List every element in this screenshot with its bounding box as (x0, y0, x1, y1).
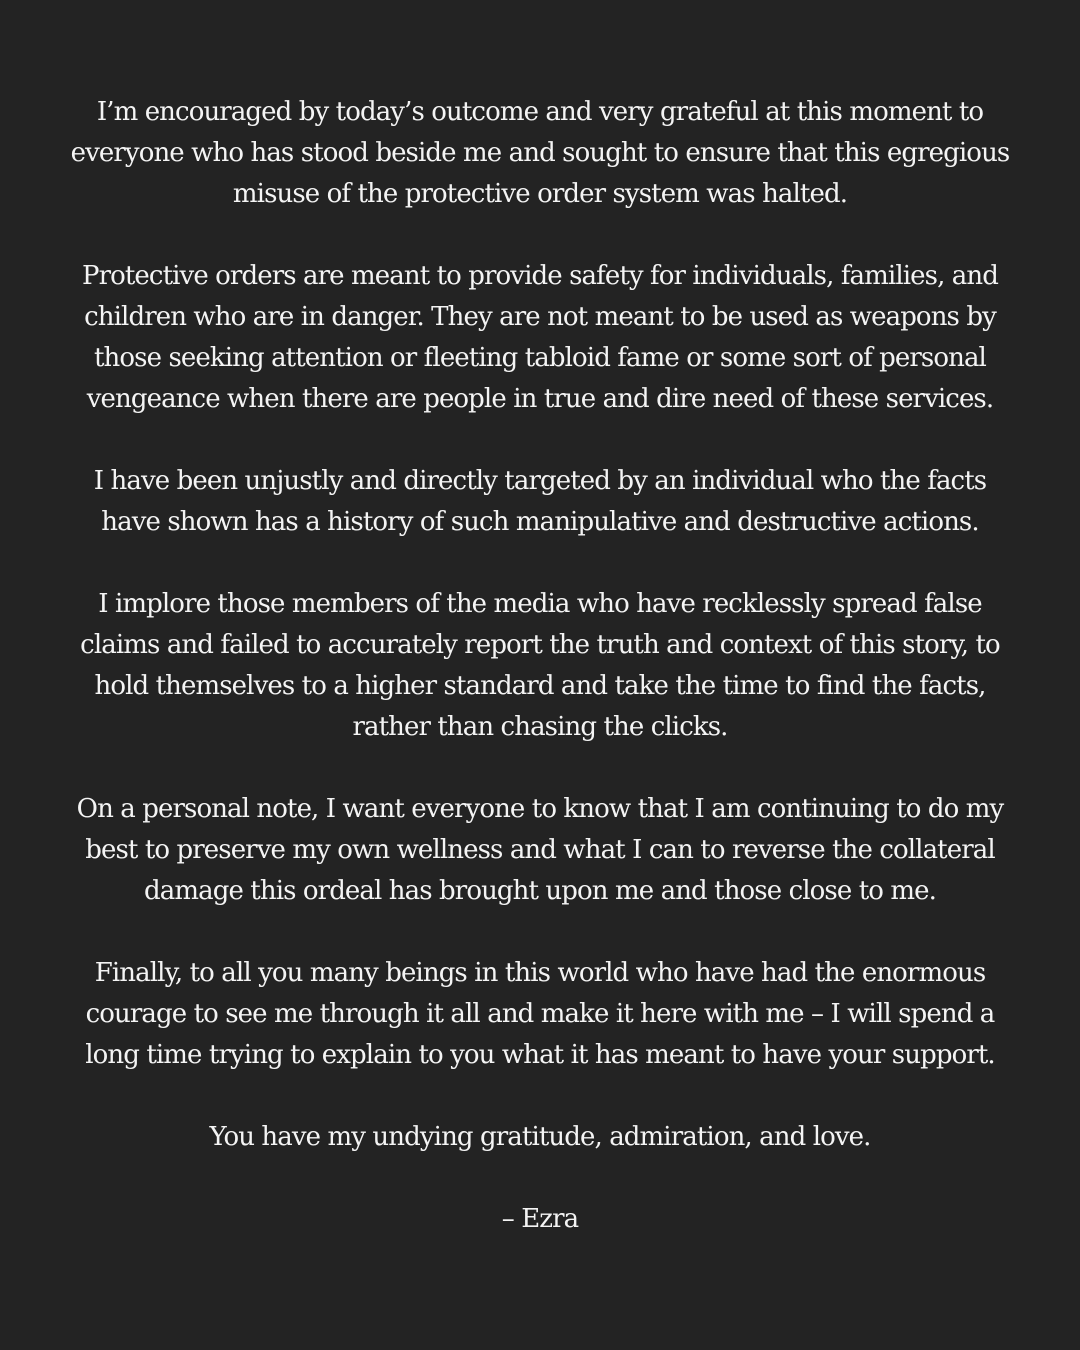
signature (20, 1199, 1060, 1240)
paragraph-protective-orders (20, 256, 1060, 420)
paragraph-line: I’m encouraged by today’s outcome and very grateful at this moment to (96, 97, 984, 127)
paragraph-line: long time trying to explain to you what it has meant to have your support. (85, 1040, 995, 1070)
paragraph-line: hold themselves to a higher standard and take the time to find the facts, (94, 671, 986, 701)
paragraph-line: everyone who has stood beside me and sought to ensure that this egregious (70, 138, 1010, 168)
paragraph-line: misuse of the protective order system was halted. (232, 179, 848, 209)
paragraph-media (20, 584, 1060, 748)
statement-text (20, 92, 1060, 1240)
paragraph-line: You have my undying gratitude, admiration, and love. (209, 1122, 871, 1152)
paragraph-line: Finally, to all you many beings in this world who have had the enormous (94, 958, 986, 988)
paragraph-line: vengeance when there are people in true and dire need of these services. (86, 384, 994, 414)
signature-text: – Ezra (501, 1204, 579, 1234)
paragraph-line: have shown has a history of such manipulative and destructive actions. (101, 507, 979, 537)
paragraph-line: I have been unjustly and directly targeted by an individual who the facts (93, 466, 987, 496)
paragraph-finally (20, 953, 1060, 1076)
paragraph-line: children who are in danger. They are not meant to be used as weapons by (84, 302, 996, 332)
paragraph-line: I implore those members of the media who have recklessly spread false (98, 589, 982, 619)
paragraph-personal-note (20, 789, 1060, 912)
paragraph-line: claims and failed to accurately report the truth and context of this story, to (80, 630, 1000, 660)
paragraph-line: On a personal note, I want everyone to know that I am continuing to do my (76, 794, 1004, 824)
paragraph-closing (20, 1117, 1060, 1158)
paragraph-line: rather than chasing the clicks. (352, 712, 728, 742)
paragraph-targeted (20, 461, 1060, 543)
paragraph-line: damage this ordeal has brought upon me and those close to me. (144, 876, 936, 906)
paragraph-line: courage to see me through it all and make it here with me – I will spend a (85, 999, 995, 1029)
paragraph-line: those seeking attention or fleeting tabloid fame or some sort of personal (94, 343, 986, 373)
paragraph-gratitude (20, 92, 1060, 215)
paragraph-line: best to preserve my own wellness and what I can to reverse the collateral (85, 835, 995, 865)
paragraph-line: Protective orders are meant to provide safety for individuals, families, and (82, 261, 998, 291)
